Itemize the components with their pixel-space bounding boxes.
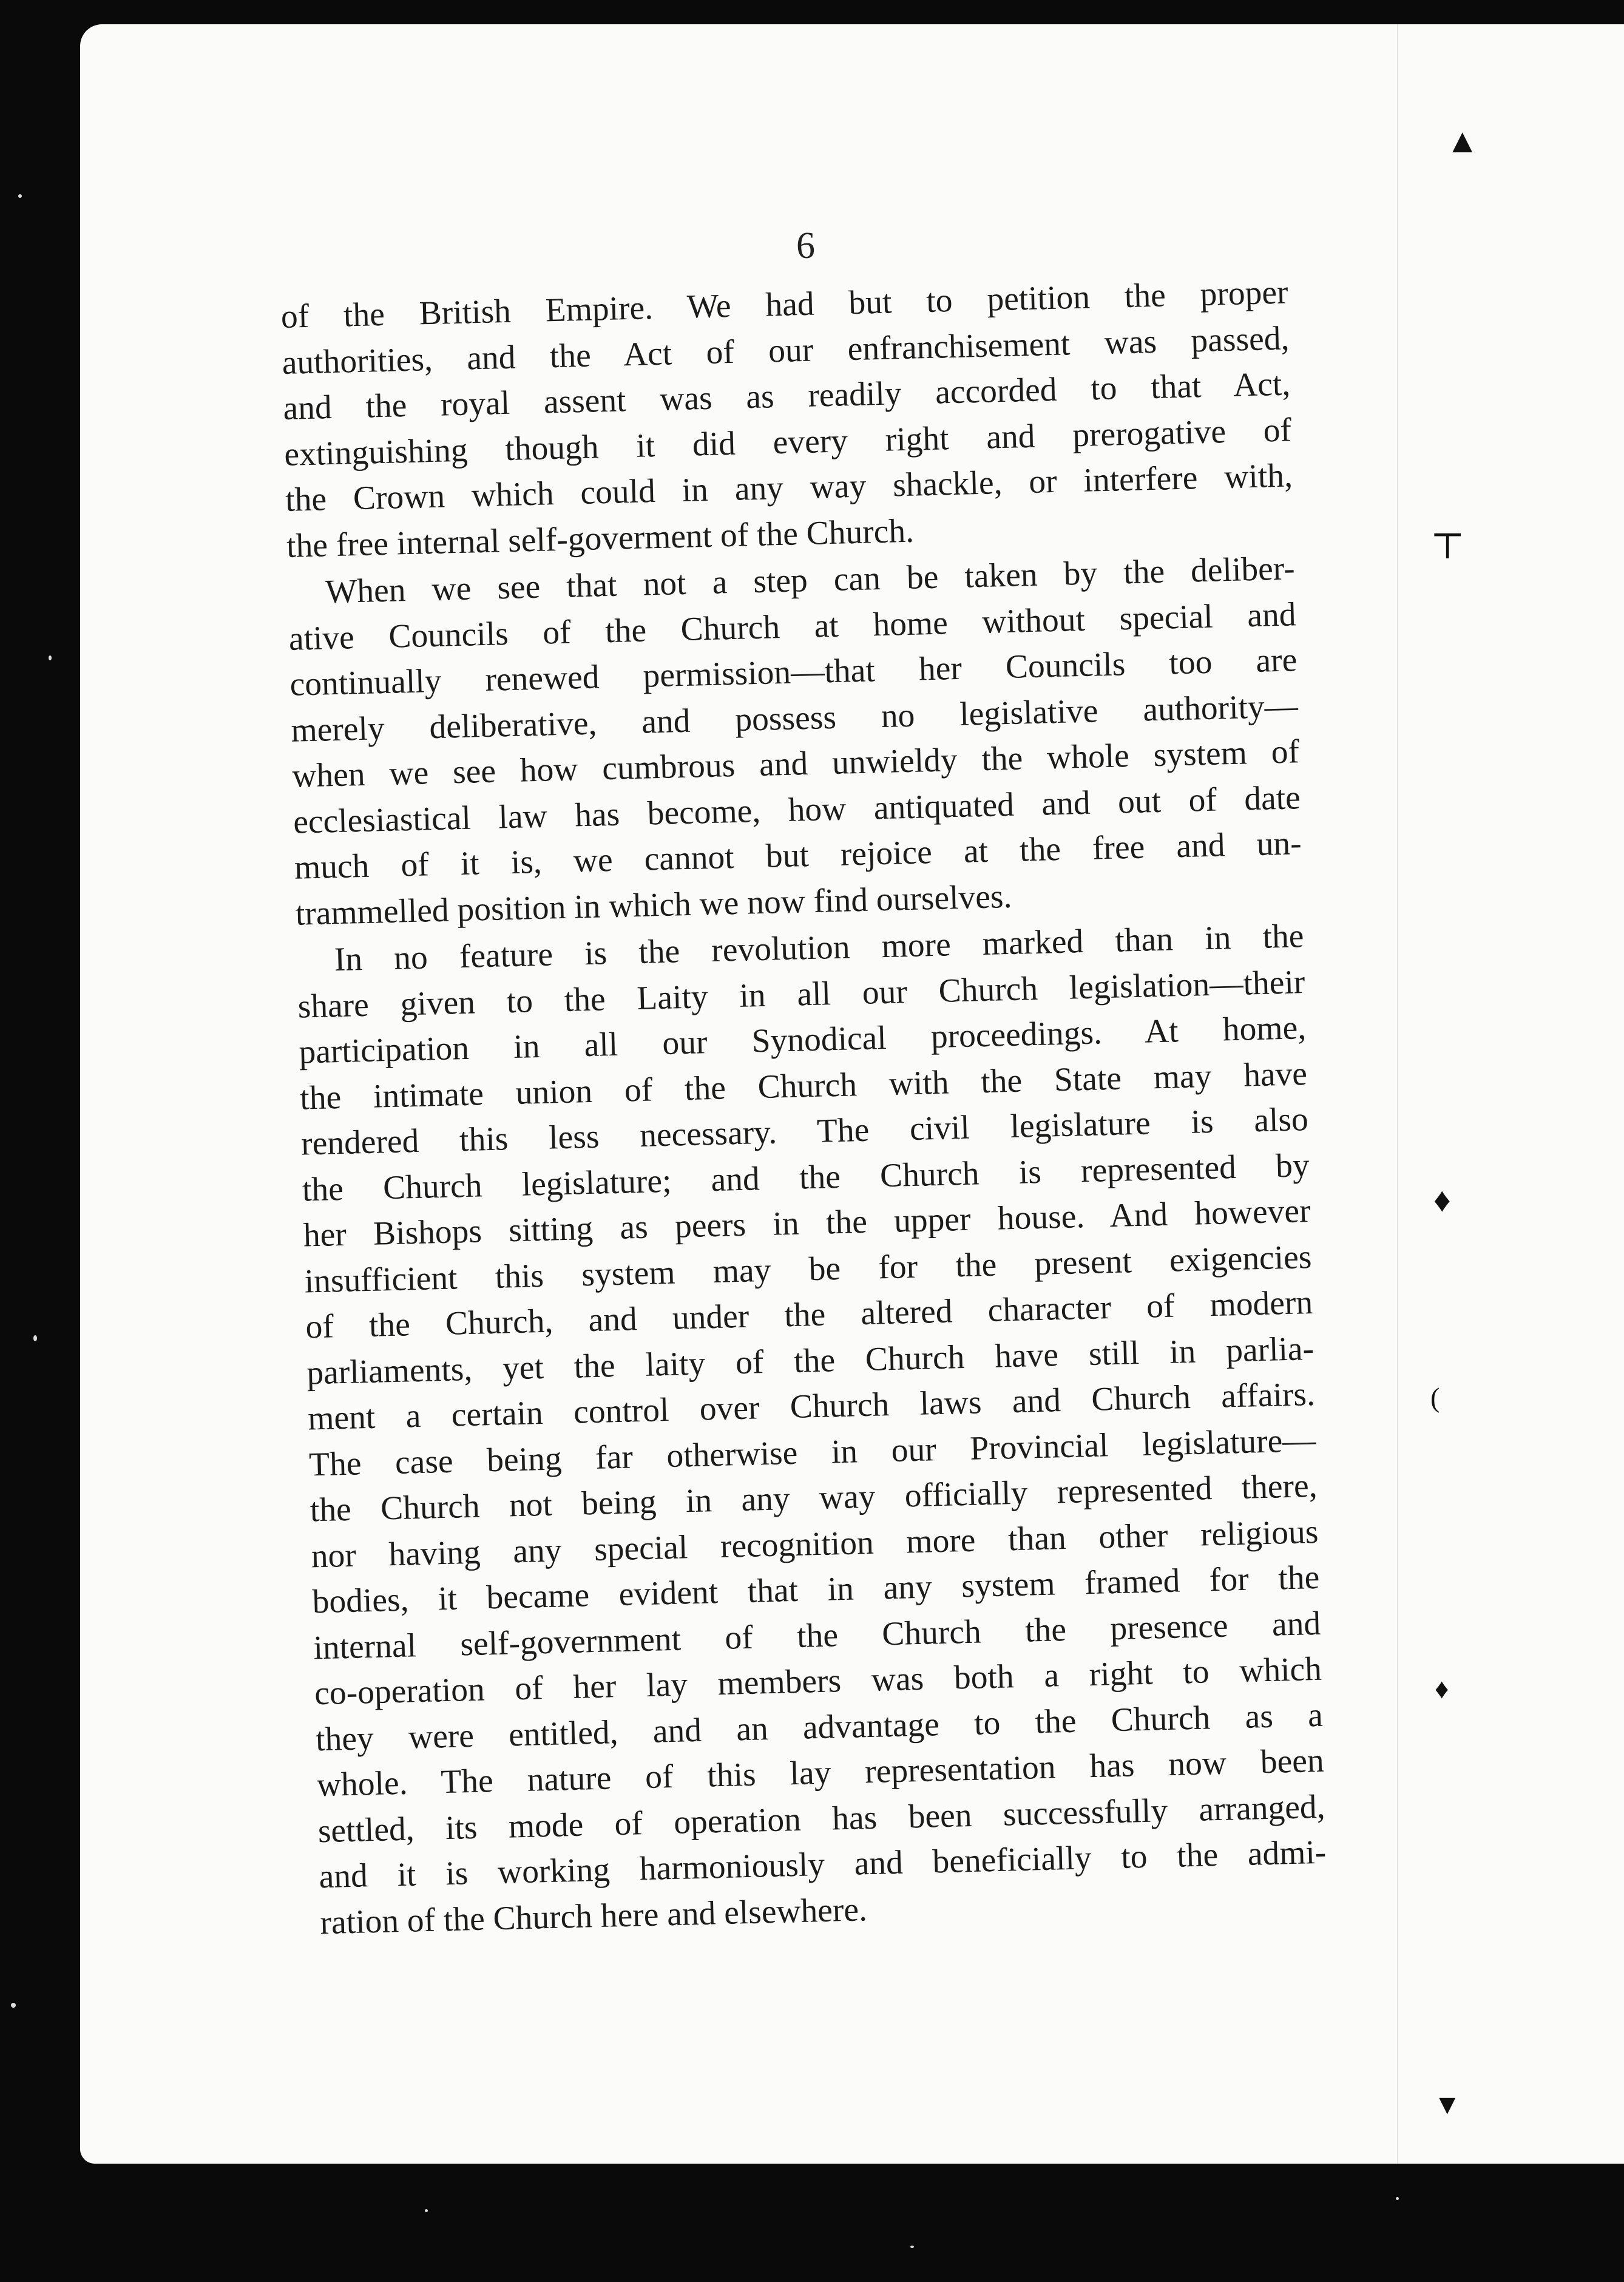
body-text [280, 269, 1328, 1946]
page-fold-line [1397, 24, 1398, 2164]
margin-mark: ♦ [1433, 1182, 1451, 1219]
margin-mark: ▼ [1433, 2089, 1461, 2120]
scan-speck [11, 2003, 16, 2008]
page-number: 6 [796, 225, 815, 266]
text-line: the Church legislature; and the Church is represented by [302, 1146, 1310, 1209]
text-line: ment a certain control over Church laws and Church affairs. [307, 1375, 1316, 1438]
text-line: nor having any special recognition more than other religious [311, 1513, 1319, 1575]
text-line: rendered this less necessary. The civil legislature is also [300, 1101, 1309, 1163]
paragraph-1 [280, 269, 1294, 569]
text-line: the Church not being in any way officially represented there, [310, 1467, 1318, 1529]
document-page [80, 24, 1624, 2164]
text-line: parliaments, yet the laity of the Church have still in parlia- [306, 1330, 1314, 1392]
text-line: much of it is, we cannot but rejoice at the free and un- [294, 825, 1302, 887]
scan-speck [18, 194, 22, 198]
text-line: ative Councils of the Church at home without special and [288, 595, 1297, 658]
scan-speck [49, 655, 52, 660]
scan-speck [1396, 2197, 1399, 2200]
margin-mark: ♦ [1435, 1673, 1449, 1704]
text-line: In no feature is the revolution more marked than in the [334, 918, 1305, 979]
text-line: authorities, and the Act of our enfranchisement was passed, [282, 319, 1290, 382]
text-line: of the British Empire. We had but to petition the proper [280, 274, 1289, 336]
text-line: whole. The nature of this lay representation has now been [316, 1742, 1325, 1804]
text-line: and it is working harmoniously and beneficially to the admi- [318, 1833, 1327, 1896]
margin-mark: ⊤ [1430, 526, 1465, 566]
text-line: When we see that not a step can be taken by the deliber- [325, 550, 1296, 611]
text-line: when we see how cumbrous and unwieldy the whole system of [291, 733, 1300, 795]
text-line: ration of the Church here and elsewhere. [319, 1891, 868, 1942]
text-line: continually renewed permission—that her Councils too are [289, 642, 1298, 703]
paragraph-3 [296, 913, 1328, 1946]
text-line: The case being far otherwise in our Provincial legislature— [308, 1421, 1317, 1483]
text-line: the free internal self-goverment of the Church. [286, 512, 915, 565]
text-line: the Crown which could in any way shackle, or interfere with, [285, 457, 1293, 519]
text-line: merely deliberative, and possess no legislative authority— [290, 687, 1299, 750]
text-line: internal self-government of the Church the presence and [313, 1605, 1321, 1667]
paragraph-2 [287, 546, 1303, 936]
margin-mark: ▲ [1446, 123, 1480, 160]
text-line: settled, its mode of operation has been successfully arranged, [317, 1788, 1326, 1850]
scan-speck [33, 1335, 37, 1341]
text-line: participation in all our Synodical proceedings. At home, [298, 1009, 1307, 1071]
text-line: co-operation of her lay members was both a right to which [314, 1650, 1322, 1713]
scan-speck [425, 2209, 428, 2212]
scan-speck [910, 2246, 914, 2248]
text-line: share given to the Laity in all our Church legislation—their [297, 963, 1305, 1026]
text-line: extinguishing though it did every right and prerogative of [283, 411, 1292, 473]
text-line: insufficient this system may be for the present exigencies [304, 1238, 1313, 1301]
text-line: and the royal assent was as readily accorded to that Act, [282, 365, 1291, 427]
margin-mark: ( [1430, 1382, 1440, 1413]
text-line: they were entitled, and an advantage to the Church as a [315, 1696, 1324, 1758]
text-line: trammelled position in which we now find ourselves. [295, 878, 1013, 933]
text-line: ecclesiastical law has become, how antiquated and out of date [293, 779, 1301, 841]
text-line: of the Church, and under the altered character of modern [305, 1284, 1313, 1346]
text-line: her Bishops sitting as peers in the upper house. And however [303, 1192, 1311, 1254]
text-line: the intimate union of the Church with the State may have [299, 1055, 1308, 1117]
text-line: bodies, it became evident that in any system framed for the [311, 1559, 1320, 1621]
